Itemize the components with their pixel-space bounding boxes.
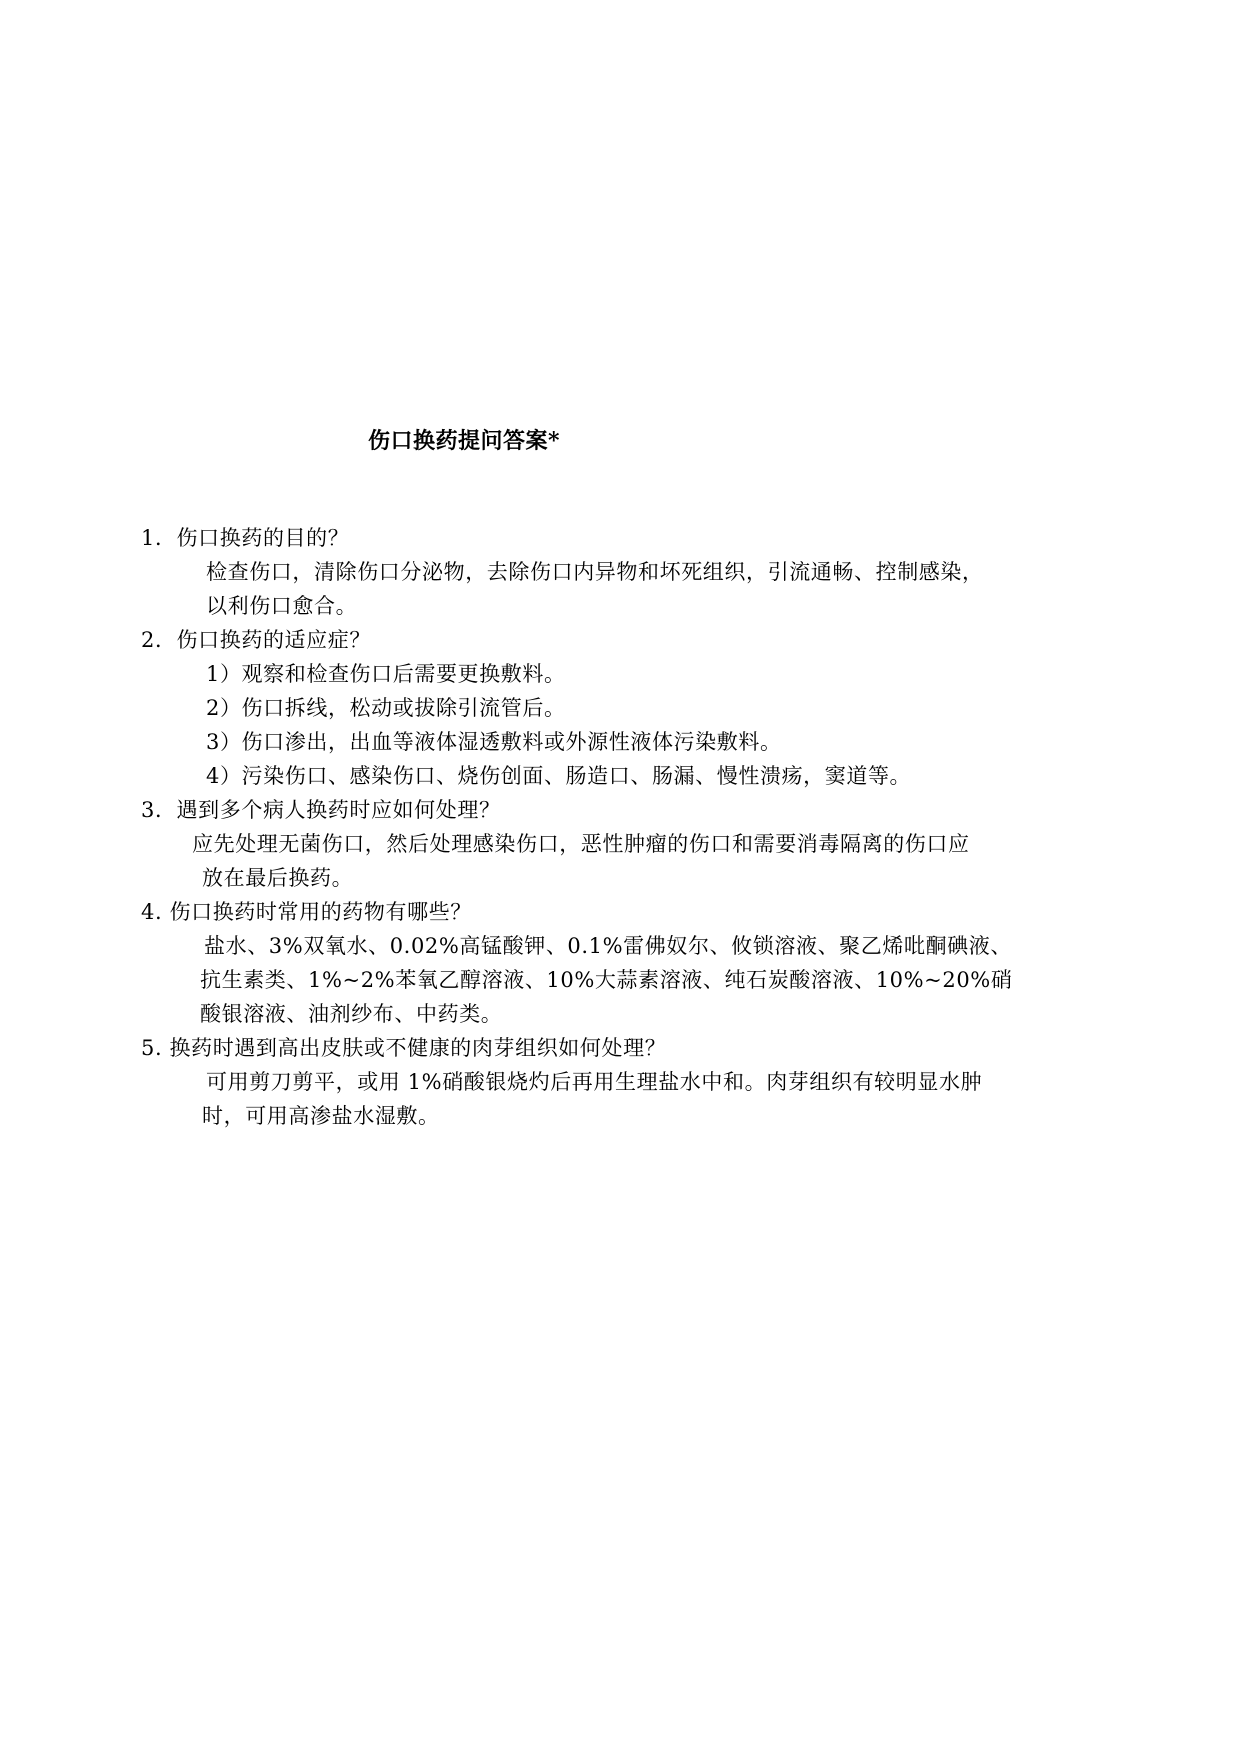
- answer-4-line-3: 酸银溶液、油剂纱布、中药类。: [200, 1002, 503, 1026]
- answer-1-line-2: 以利伤口愈合。: [206, 594, 358, 618]
- answer-2-item-2: 2）伤口拆线，松动或拔除引流管后。: [206, 696, 566, 720]
- answer-2-item-4: 4）污染伤口、感染伤口、烧伤创面、肠造口、肠漏、慢性溃疡，窦道等。: [206, 764, 912, 788]
- question-5: 5. 换药时遇到高出皮肤或不健康的肉芽组织如何处理？: [141, 1036, 667, 1060]
- answer-1-line-1: 检查伤口，清除伤口分泌物，去除伤口内异物和坏死组织，引流通畅、控制感染，: [206, 560, 984, 584]
- question-1: 1．伤口换药的目的？: [141, 526, 350, 550]
- answer-4-line-2: 抗生素类、1%~2%苯氧乙醇溶液、10%大蒜素溶液、纯石炭酸溶液、10%~20%硝: [200, 968, 1013, 992]
- answer-2-item-1: 1）观察和检查伤口后需要更换敷料。: [206, 662, 566, 686]
- answer-5-line-1: 可用剪刀剪平，或用 1%硝酸银烧灼后再用生理盐水中和。肉芽组织有较明显水肿: [206, 1070, 983, 1094]
- document-title: 伤口换药提问答案*: [368, 428, 561, 454]
- answer-5-line-2: 时，可用高渗盐水湿敷。: [202, 1104, 440, 1128]
- answer-3-line-1: 应先处理无菌伤口，然后处理感染伤口，恶性肿瘤的伤口和需要消毒隔离的伤口应: [192, 832, 970, 856]
- question-3: 3．遇到多个病人换药时应如何处理？: [141, 798, 501, 822]
- question-4: 4. 伤口换药时常用的药物有哪些？: [141, 900, 472, 924]
- answer-2-item-3: 3）伤口渗出，出血等液体湿透敷料或外源性液体污染敷料。: [206, 730, 782, 754]
- answer-3-line-2: 放在最后换药。: [202, 866, 354, 890]
- answer-4-line-1: 盐水、3%双氧水、0.02%高锰酸钾、0.1%雷佛奴尔、攸锁溶液、聚乙烯吡酮碘液、: [204, 934, 1012, 958]
- question-2: 2．伤口换药的适应症？: [141, 628, 371, 652]
